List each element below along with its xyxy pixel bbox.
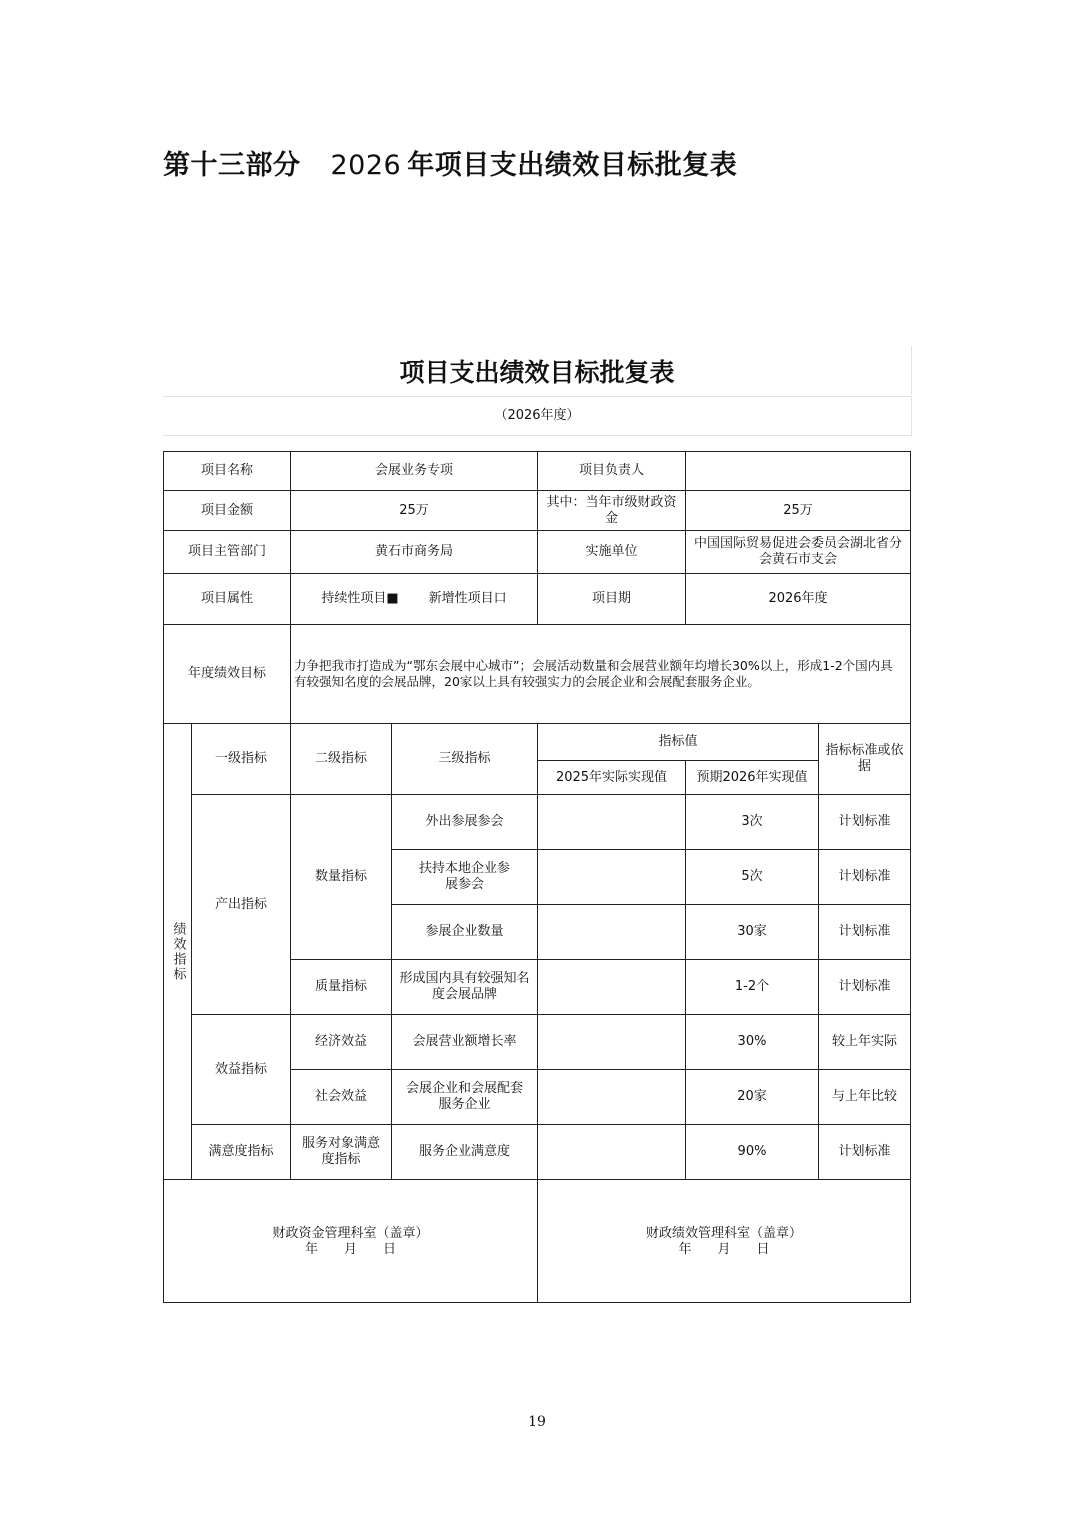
row-indicator: 形成国内具有较强知名度会展品牌: [399, 971, 530, 1002]
attribute-new: 新增性项目口: [428, 591, 507, 606]
level2-quantity: 数量指标: [314, 869, 367, 884]
header-level1: 一级指标: [214, 751, 267, 766]
heading-part: 第十三部分: [163, 150, 301, 181]
row-indicator: 会展营业额增长率: [412, 1034, 517, 1049]
row-actual-2025: [538, 850, 685, 904]
value-attribute: [291, 574, 537, 624]
label-project-owner: 项目负责人: [578, 463, 644, 478]
row-expected-2026: 5次: [741, 869, 763, 884]
header-level3: 三级指标: [438, 751, 491, 766]
row-actual-2025: [538, 1070, 685, 1124]
performance-indicators-text: 绩效指标: [170, 921, 186, 982]
form-year: （2026年度）: [163, 396, 912, 436]
signature-right-office: 财政绩效管理科室（盖章）: [645, 1226, 802, 1241]
value-department: 黄石市商务局: [374, 544, 453, 559]
row-basis: 计划标准: [838, 979, 891, 994]
row-basis: 与上年比较: [831, 1089, 897, 1104]
level2-quality: 质量指标: [314, 979, 367, 994]
label-implementer: 实施单位: [585, 544, 638, 559]
value-period: 2026年度: [768, 591, 828, 606]
row-basis: 计划标准: [838, 814, 891, 829]
attribute-continuing: 持续性项目■: [321, 591, 399, 606]
value-project-owner: [686, 452, 910, 490]
label-project-name: 项目名称: [200, 463, 253, 478]
header-level2: 二级指标: [314, 751, 367, 766]
heading-title: 年项目支出绩效目标批复表: [407, 150, 738, 181]
label-annual-goal: 年度绩效目标: [187, 666, 266, 681]
page-number: 19: [528, 1414, 546, 1430]
row-expected-2026: 1-2个: [734, 979, 770, 994]
row-actual-2025: [538, 1015, 685, 1069]
row-basis: 计划标准: [838, 1144, 891, 1159]
label-performance-indicators: [164, 724, 191, 1179]
level2-economic: 经济效益: [314, 1034, 367, 1049]
row-expected-2026: 30%: [737, 1034, 767, 1049]
header-actual-2025: 2025年实际实现值: [555, 769, 668, 785]
row-indicator: 参展企业数量: [425, 924, 504, 939]
signature-left-date: 年 月 日: [304, 1242, 396, 1257]
value-annual-goal: 力争把我市打造成为“鄂东会展中心城市”；会展活动数量和会展营业额年均增长30%以上，形成1-2个国内具有较强知名度的会展品牌，20家以上具有较强实力的会展企业和会展配套服务企业。: [294, 658, 893, 689]
row-indicator: 扶持本地企业参展参会: [418, 861, 510, 892]
signature-right-date: 年 月 日: [678, 1242, 770, 1257]
row-indicator: 会展企业和会展配套服务企业: [405, 1081, 523, 1112]
value-fiscal-funds: 25万: [783, 502, 813, 518]
value-project-name: 会展业务专项: [374, 463, 453, 478]
level1-satisfaction: 满意度指标: [208, 1144, 274, 1159]
level1-benefit: 效益指标: [214, 1061, 267, 1077]
label-fiscal-funds: 其中：当年市级财政资金: [546, 494, 677, 526]
row-basis: 较上年实际: [831, 1034, 897, 1049]
row-indicator: 服务企业满意度: [418, 1144, 510, 1159]
row-actual-2025: [538, 960, 685, 1014]
level1-output: 产出指标: [214, 896, 267, 912]
signature-right: [538, 1226, 910, 1258]
row-basis: 计划标准: [838, 924, 891, 939]
label-period: 项目期: [591, 591, 631, 606]
level2-service: 服务对象满意度指标: [301, 1136, 380, 1167]
header-indicator-value: 指标值: [658, 734, 698, 749]
label-amount: 项目金额: [200, 502, 253, 518]
signature-left: [164, 1226, 537, 1258]
row-basis: 计划标准: [838, 869, 891, 884]
value-amount: 25万: [399, 502, 429, 518]
header-standard-basis: 指标标准或依据: [825, 743, 904, 774]
form-title: 项目支出绩效目标批复表: [163, 346, 912, 394]
row-expected-2026: 90%: [737, 1144, 767, 1159]
row-expected-2026: 20家: [737, 1089, 767, 1104]
signature-left-office: 财政资金管理科室（盖章）: [272, 1226, 429, 1241]
row-expected-2026: 30家: [737, 924, 767, 939]
row-indicator: 外出参展参会: [425, 814, 504, 829]
header-expected-2026: 预期2026年实现值: [696, 769, 808, 785]
row-actual-2025: [538, 1125, 685, 1179]
value-implementer: 中国国际贸易促进会委员会湖北省分会黄石市支会: [694, 536, 903, 567]
row-actual-2025: [538, 795, 685, 849]
row-expected-2026: 3次: [741, 814, 763, 829]
level2-social: 社会效益: [314, 1089, 367, 1104]
row-actual-2025: [538, 905, 685, 959]
heading-year: 2026: [330, 150, 402, 181]
label-department: 项目主管部门: [187, 544, 266, 559]
label-attribute: 项目属性: [200, 591, 253, 606]
